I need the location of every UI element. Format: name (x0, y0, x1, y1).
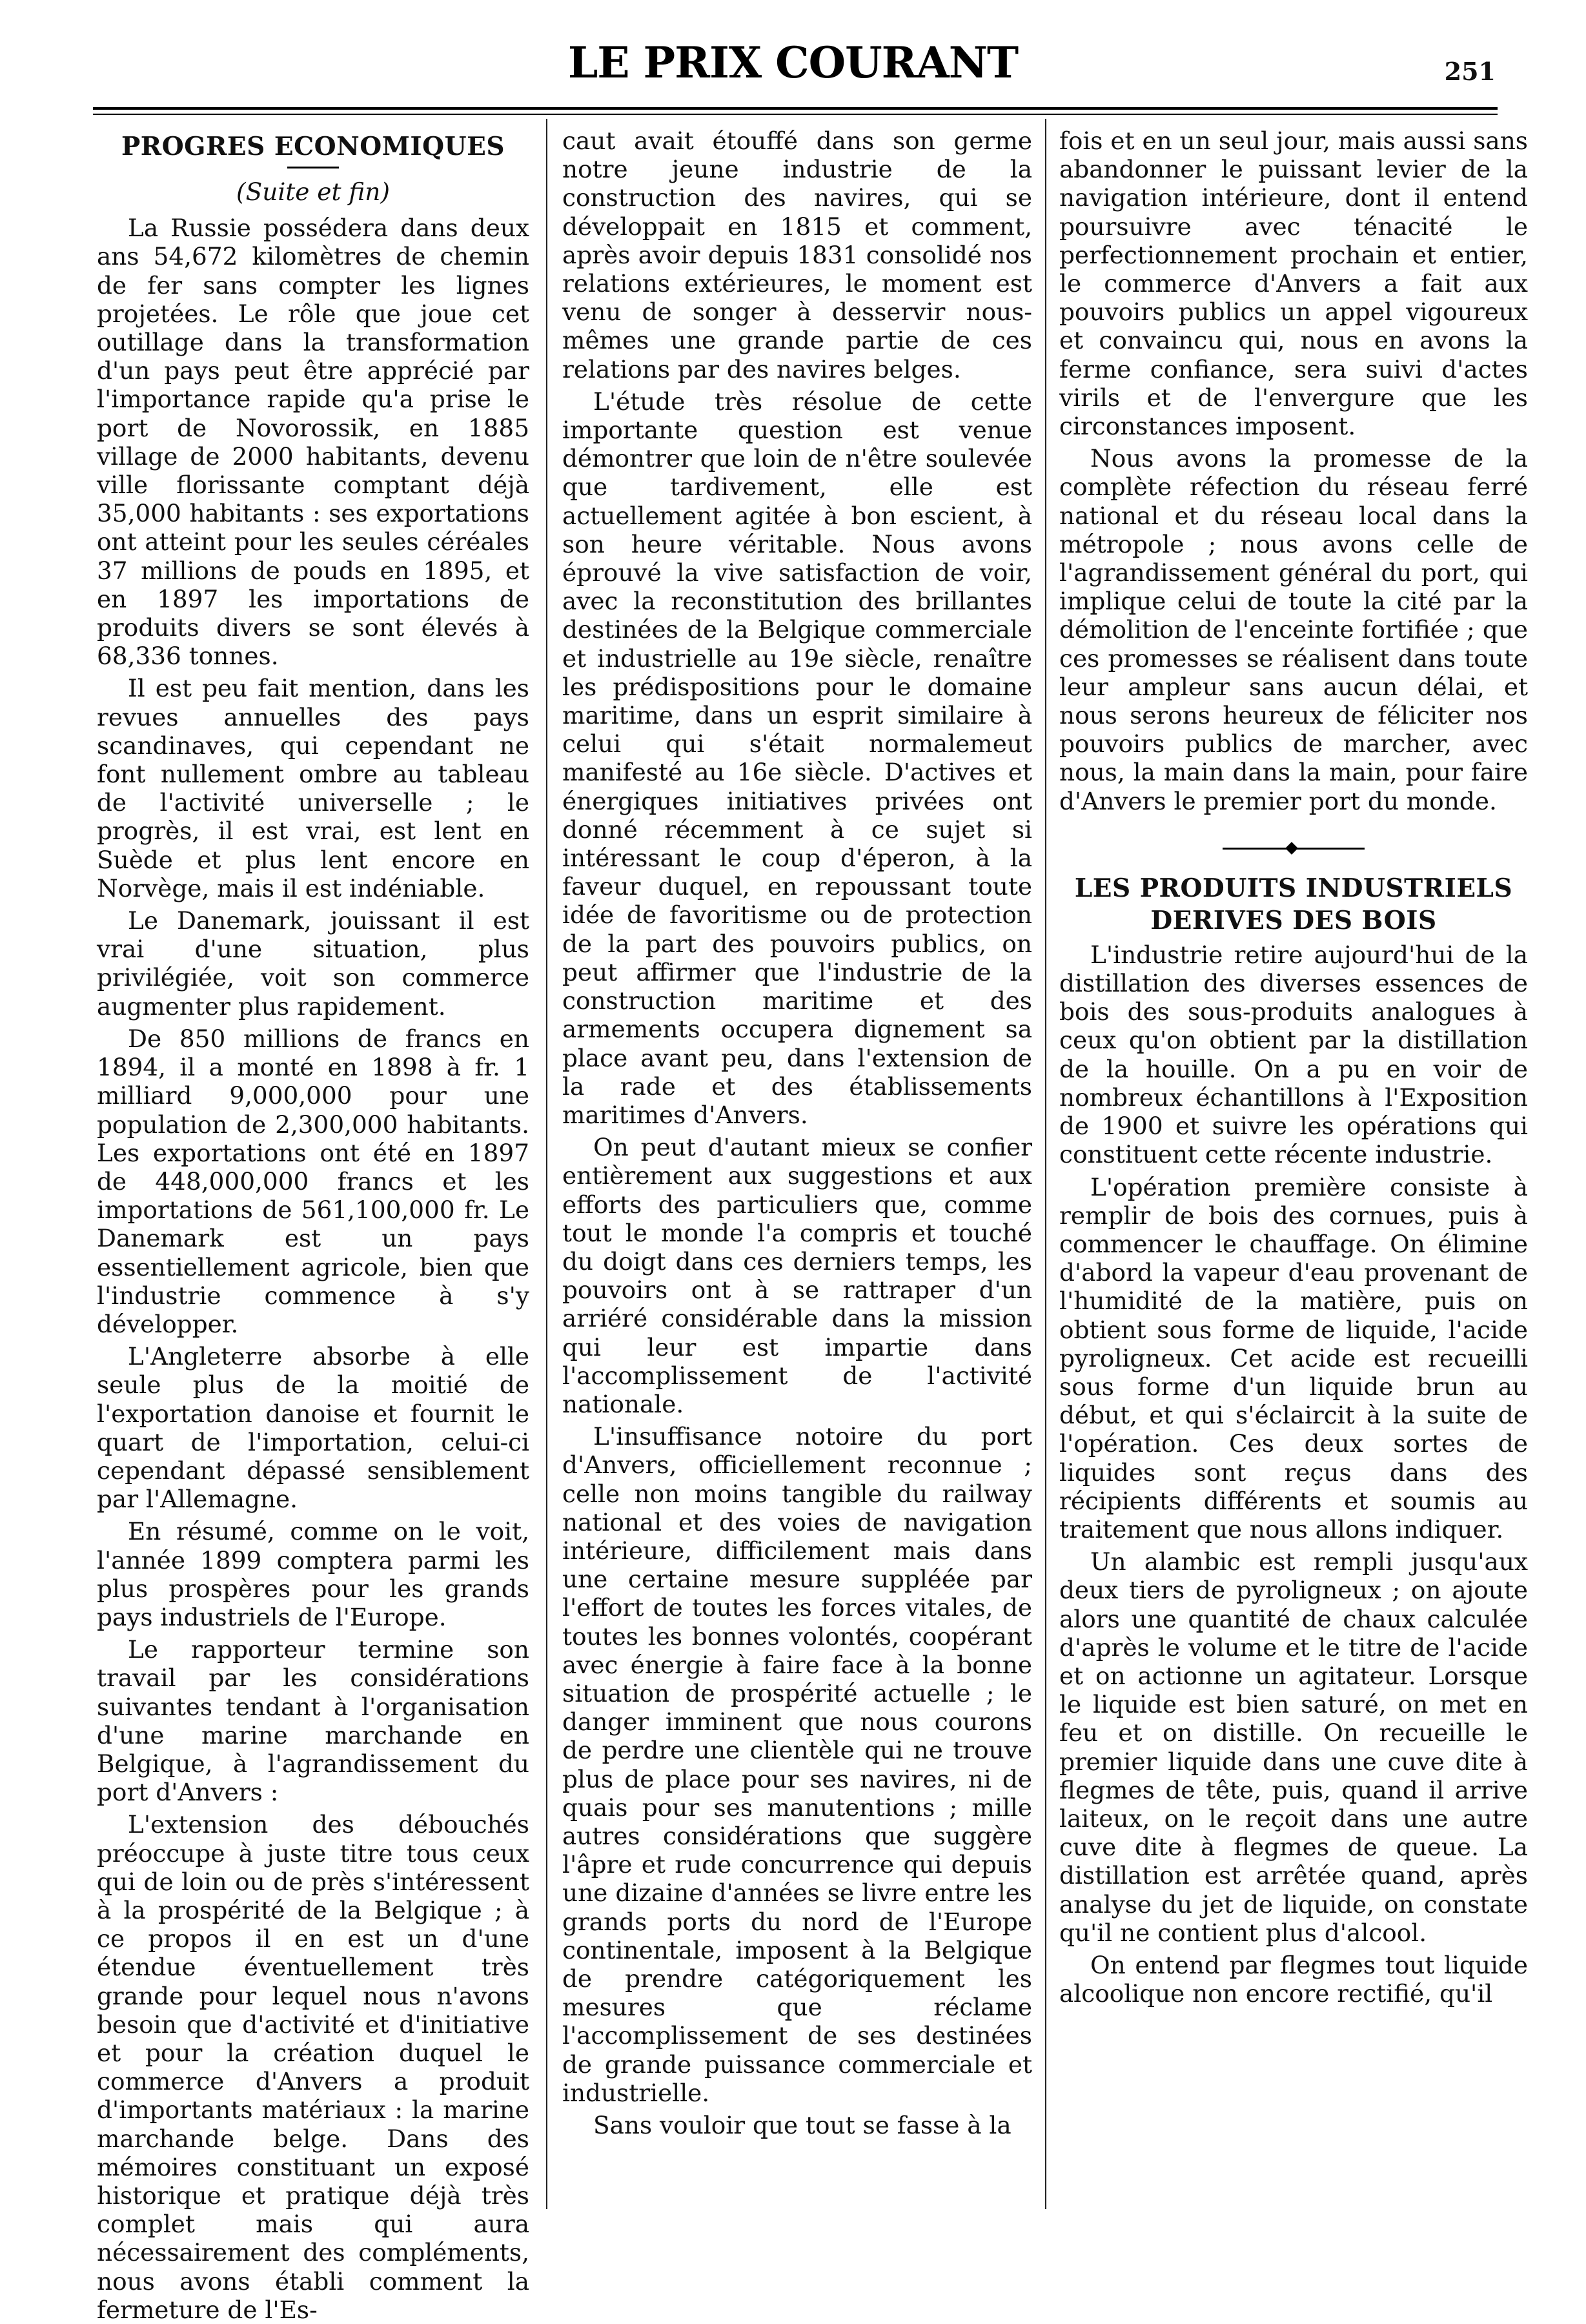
article-subtitle: (Suite et fin) (236, 178, 390, 206)
paragraph: On entend par flegmes tout liquide alcoolique non encore rectifié, qu'il (1059, 1950, 1528, 2008)
article-title: PROGRES ECONOMIQUES (121, 132, 505, 161)
section-ornament (1223, 844, 1365, 853)
header-rule (93, 107, 1498, 110)
paragraph: L'Angleterre absorbe à elle seule plus de la moitié de l'exportation danoise et fournit le quart de l'importation, celui-ci cependant dépassé sensiblement par l'Allemagne. (97, 1342, 529, 1514)
header-rule-thin (93, 114, 1498, 115)
paragraph: Le Danemark, jouissant il est vrai d'une situation, plus privilégiée, voit son commerce augmenter plus rapidement. (97, 906, 529, 1021)
paragraph: L'insuffisance notoire du port d'Anvers, officiellement reconnue ; celle non moins tangible du railway national et des voies de navigation intérieure, difficilement mais dans une certaine mesure suppléée par l'effort de toutes les forces vitales, de toutes les bonnes volontés, coopérant avec énergie à faire face à la bonne situation de prospérité actuelle ; le danger imminent que nous courons de perdre une clientèle qui ne trouve plus de place pour ses navires, ni de quais pour ses manutentions ; mille autres considérations que suggère l'âpre et rude concurrence qui depuis une dizaine d'années se livre entre les grands ports du nord de l'Europe continentale, imposent à la Belgique de prendre catégoriquement les mesures que réclame l'accomplissement de ses destinées de grande puissance commerciale et industrielle. (562, 1422, 1032, 2107)
paragraph: L'étude très résolue de cette importante question est venue démontrer que loin de n'être soulevée que tardivement, elle est actuellement agitée à bon escient, à son heure véritable. Nous avons éprouvé la vive satisfaction de voir, avec la reconstitution des brillantes destinées de la Belgique commerciale et industrielle au 19e siècle, renaître les prédispositions pour le domaine maritime, dans un esprit similaire à celui qui s'était normalemeut manifesté au 16e siècle. D'actives et énergiques initiatives privées ont donné récemment à ce sujet si intéressant le coup d'éperon, à la faveur duquel, en repoussant toute idée de favoritisme ou de protection de la part des pouvoirs publics, on peut affirmer que l'industrie de la construction maritime et des armements occupera dignement sa place avant peu, dans l'extension de la rade et des établissements maritimes d'Anvers. (562, 387, 1032, 1129)
column-2 (562, 127, 1032, 2205)
paragraph: L'extension des débouchés préoccupe à juste titre tous ceux qui de loin ou de près s'intéressent à la prospérité de la Belgique ; à ce propos il en est un d'une étendue éventuellement très grande pour lequel nous n'avons besoin que d'activité et d'initiative et pour la création duquel le commerce d'Anvers a produit d'importants matériaux : la marine marchande belge. Dans des mémoires constituant un exposé historique et pratique déjà très complet mais qui aura nécessairement des compléments, nous avons établi comment la fermeture de l'Es- (97, 1810, 529, 2324)
paragraph: De 850 millions de francs en 1894, il a monté en 1898 à fr. 1 milliard 9,000,000 pour une population de 2,300,000 habitants. Les exportations ont été en 1897 de 448,000,000 francs et les importations de 561,100,000 fr. Le Danemark est un pays essentiellement agricole, bien que l'industrie commence à s'y développer. (97, 1024, 529, 1338)
column-divider (1045, 119, 1046, 2209)
paragraph: La Russie possédera dans deux ans 54,672 kilomètres de chemin de fer sans compter les lignes projetées. Le rôle que joue cet outillage dans la transformation d'un pays peut être apprécié par l'importance rapide qu'a prise le port de Novorossik, en 1885 village de 2000 habitants, devenu ville florissante comptant déjà 35,000 habitants : ses exportations ont atteint pour les seules céréales 37 millions de pouds en 1895, et en 1897 les importations de produits divers se sont élevés à 68,336 tonnes. (97, 214, 529, 671)
paragraph: Le rapporteur termine son travail par les considérations suivantes tendant à l'organisation d'une marine marchande en Belgique, à l'agrandissement du port d'Anvers : (97, 1635, 529, 1807)
column-3 (1059, 127, 1528, 2205)
paragraph: En résumé, comme on le voit, l'année 1899 comptera parmi les plus prospères pour les grands pays industriels de l'Europe. (97, 1517, 529, 1631)
paragraph: L'opération première consiste à remplir de bois des cornues, puis à commencer le chauffage. On élimine d'abord la vapeur d'eau provenant de l'humidité de la matière, puis on obtient sous forme de liquide, l'acide pyroligneux. Cet acide est recueilli sous forme d'un liquide brun au début, et qui s'éclaircit à la suite de l'opération. Ces deux sortes de liquides sont reçus dans des récipients différents et soumis au traitement que nous allons indiquer. (1059, 1172, 1528, 1544)
article-title: LES PRODUITS INDUSTRIELS DERIVES DES BOIS (1074, 873, 1513, 935)
column-divider (546, 119, 547, 2209)
page-header (0, 0, 1586, 110)
paragraph: On peut d'autant mieux se confier entièrement aux suggestions et aux efforts des particuliers que, comme tout le monde l'a compris et touché du doigt dans ces derniers temps, les pouvoirs ont à se rattraper d'un arriéré considérable dans la mission qui leur est impartie dans l'accomplissement de l'activité nationale. (562, 1133, 1032, 1418)
paragraph-continued: caut avait étouffé dans son germe notre jeune industrie de la construction des navires, qui se développait en 1815 et comment, après avoir depuis 1831 consolidé nos relations extérieures, le moment est venu de songer à desservir nous-mêmes une grande partie de ces relations par des navires belges. (562, 127, 1032, 383)
masthead-title: LE PRIX COURANT (567, 37, 1019, 88)
paragraph: Il est peu fait mention, dans les revues annuelles des pays scandinaves, qui cependant ne font nullement ombre au tableau de l'activité universelle ; le progrès, il est vrai, est lent en Suède et plus lent encore en Norvège, mais il est indéniable. (97, 674, 529, 902)
column-1 (97, 127, 529, 2324)
paragraph: Sans vouloir que tout se fasse à la (593, 2111, 1012, 2140)
paragraph-continued: fois et en un seul jour, mais aussi sans abandonner le puissant levier de la navigation intérieure, dont il entend poursuivre avec ténacité le perfectionnement prochain et entier, le commerce d'Anvers a fait aux pouvoirs publics un appel vigoureux et convaincu qui, nous en avons la ferme confiance, sera suivi d'actes virils et de l'envergure que les circonstances imposent. (1059, 127, 1528, 441)
paragraph: L'industrie retire aujourd'hui de la distillation des diverses essences de bois des sous-produits analogues à ceux qu'on obtient par la distillation de la houille. On a pu en voir de nombreux échantillons à l'Exposition de 1900 et suivre les opérations qui constituent cette récente industrie. (1059, 940, 1528, 1169)
paragraph: Nous avons la promesse de la complète réfection du réseau ferré national et du réseau local dans la métropole ; nous avons celle de l'agrandissement général du port, qui implique celui de toute la cité par la démolition de l'enceinte fortifiée ; que ces promesses se réalisent dans toute leur ampleur sans aucun délai, et nous serons heureux de féliciter nos pouvoirs publics de marcher, avec nous, la main dans la main, pour faire d'Anvers le premier port du monde. (1059, 444, 1528, 815)
page-number: 251 (1444, 57, 1496, 86)
paragraph: Un alambic est rempli jusqu'aux deux tiers de pyroligneux ; on ajoute alors une quantité de chaux calculée d'après le volume et le titre de l'acide et on actionne un agitateur. Lorsque le liquide est bien saturé, on met en feu et on distille. On recueille le premier liquide dans une cuve dite à flegmes de tête, puis, quand il arrive laiteux, on le reçoit dans une autre cuve dite à flegmes de queue. La distillation est arrêtée quand, après analyse du jet de liquide, on constate qu'il ne contient plus d'alcool. (1059, 1547, 1528, 1947)
title-rule (287, 167, 339, 168)
